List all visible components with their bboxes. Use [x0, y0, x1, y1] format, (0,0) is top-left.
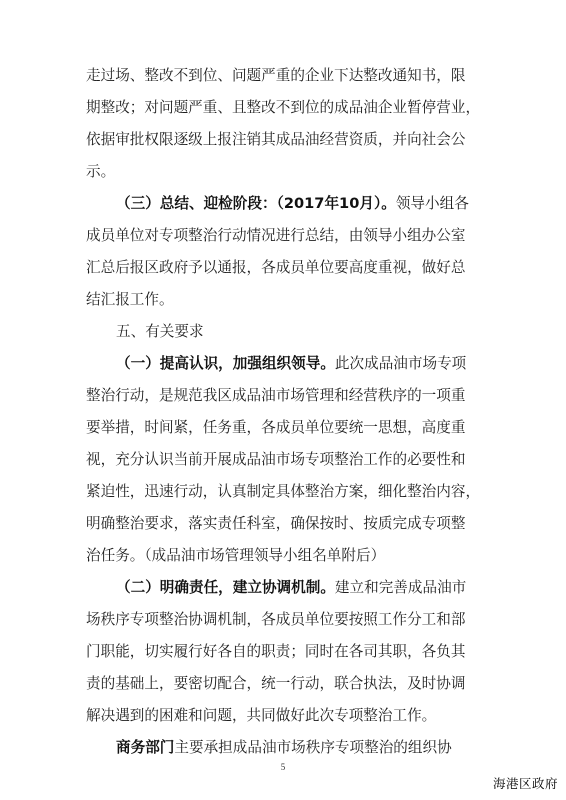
section-heading-line	[116, 578, 518, 598]
paragraph-line	[86, 610, 488, 630]
paragraph-line	[86, 514, 488, 534]
paragraph-line	[86, 546, 488, 566]
page-number: 5	[280, 762, 286, 772]
line-text: 视，充分认识当前开展成品油市场专项整治工作的必要性和	[86, 451, 466, 468]
line-text: 治任务。（成品油市场管理领导小组名单附后）	[86, 547, 386, 564]
line-text: 走过场、整改不到位、问题严重的企业下达整改通知书，限	[86, 67, 466, 84]
paragraph-line	[86, 162, 488, 182]
paragraph-line	[86, 418, 488, 438]
paragraph-line	[86, 66, 488, 86]
paragraph-line	[86, 386, 488, 406]
line-text: 此次成品油市场专项	[334, 355, 467, 372]
section-heading-bold: （二）明确责任，建立协调机制。	[116, 579, 335, 596]
heading-text: 五、有关要求	[116, 323, 204, 340]
line-text: 门职能，切实履行好各自的职责；同时在各司其职，各负其	[86, 643, 466, 660]
line-text: 整治行动，是规范我区成品油市场管理和经营秩序的一项重	[86, 387, 466, 404]
line-text: 领导小组各	[395, 195, 469, 212]
line-text: 汇总后报区政府予以通报，各成员单位要高度重视，做好总	[86, 259, 466, 276]
line-text: 明确整治要求，落实责任科室，确保按时、按质完成专项整	[86, 515, 466, 532]
paragraph-line	[86, 450, 488, 470]
line-text: 场秩序专项整治协调机制，各成员单位要按照工作分工和部	[86, 611, 466, 628]
line-text: 结汇报工作。	[86, 291, 174, 308]
line-text: 成员单位对专项整治行动情况进行总结，由领导小组办公室	[86, 227, 466, 244]
paragraph-line	[86, 642, 488, 662]
paragraph-line	[86, 98, 488, 118]
paragraph-line	[86, 706, 488, 726]
section-heading-bold: （三）总结、迎检阶段：（2017年10月）。	[116, 195, 396, 212]
section-heading-line	[116, 194, 518, 214]
paragraph-line	[86, 290, 488, 310]
paragraph-line	[86, 226, 488, 246]
watermark-text: 海港区政府	[492, 776, 558, 791]
paragraph-line	[86, 130, 488, 150]
line-text: 要举措，时间紧，任务重，各成员单位要统一思想，高度重	[86, 419, 466, 436]
section-heading-bold: 商务部门	[116, 739, 175, 756]
paragraph-line	[86, 482, 488, 502]
line-text: 解决遇到的困难和问题，共同做好此次专项整治工作。	[86, 707, 437, 724]
section-heading-line	[116, 738, 518, 758]
line-text: 责的基础上，要密切配合，统一行动，联合执法，及时协调	[86, 675, 466, 692]
line-text: 示。	[86, 163, 116, 180]
section-heading-line	[116, 354, 518, 374]
paragraph-line	[86, 258, 488, 278]
line-text: 依据审批权限逐级上报注销其成品油经营资质，并向社会公	[86, 131, 466, 148]
line-text: 期整改；对问题严重、且整改不到位的成品油企业暂停营业，	[86, 99, 481, 116]
line-text: 主要承担成品油市场秩序专项整治的组织协	[174, 739, 452, 756]
line-text: 紧迫性，迅速行动，认真制定具体整治方案，细化整治内容，	[86, 483, 481, 500]
paragraph-line	[86, 674, 488, 694]
section-heading-bold: （一）提高认识，加强组织领导。	[116, 355, 335, 372]
line-text: 建立和完善成品油市	[334, 579, 467, 596]
section-heading	[116, 322, 518, 342]
